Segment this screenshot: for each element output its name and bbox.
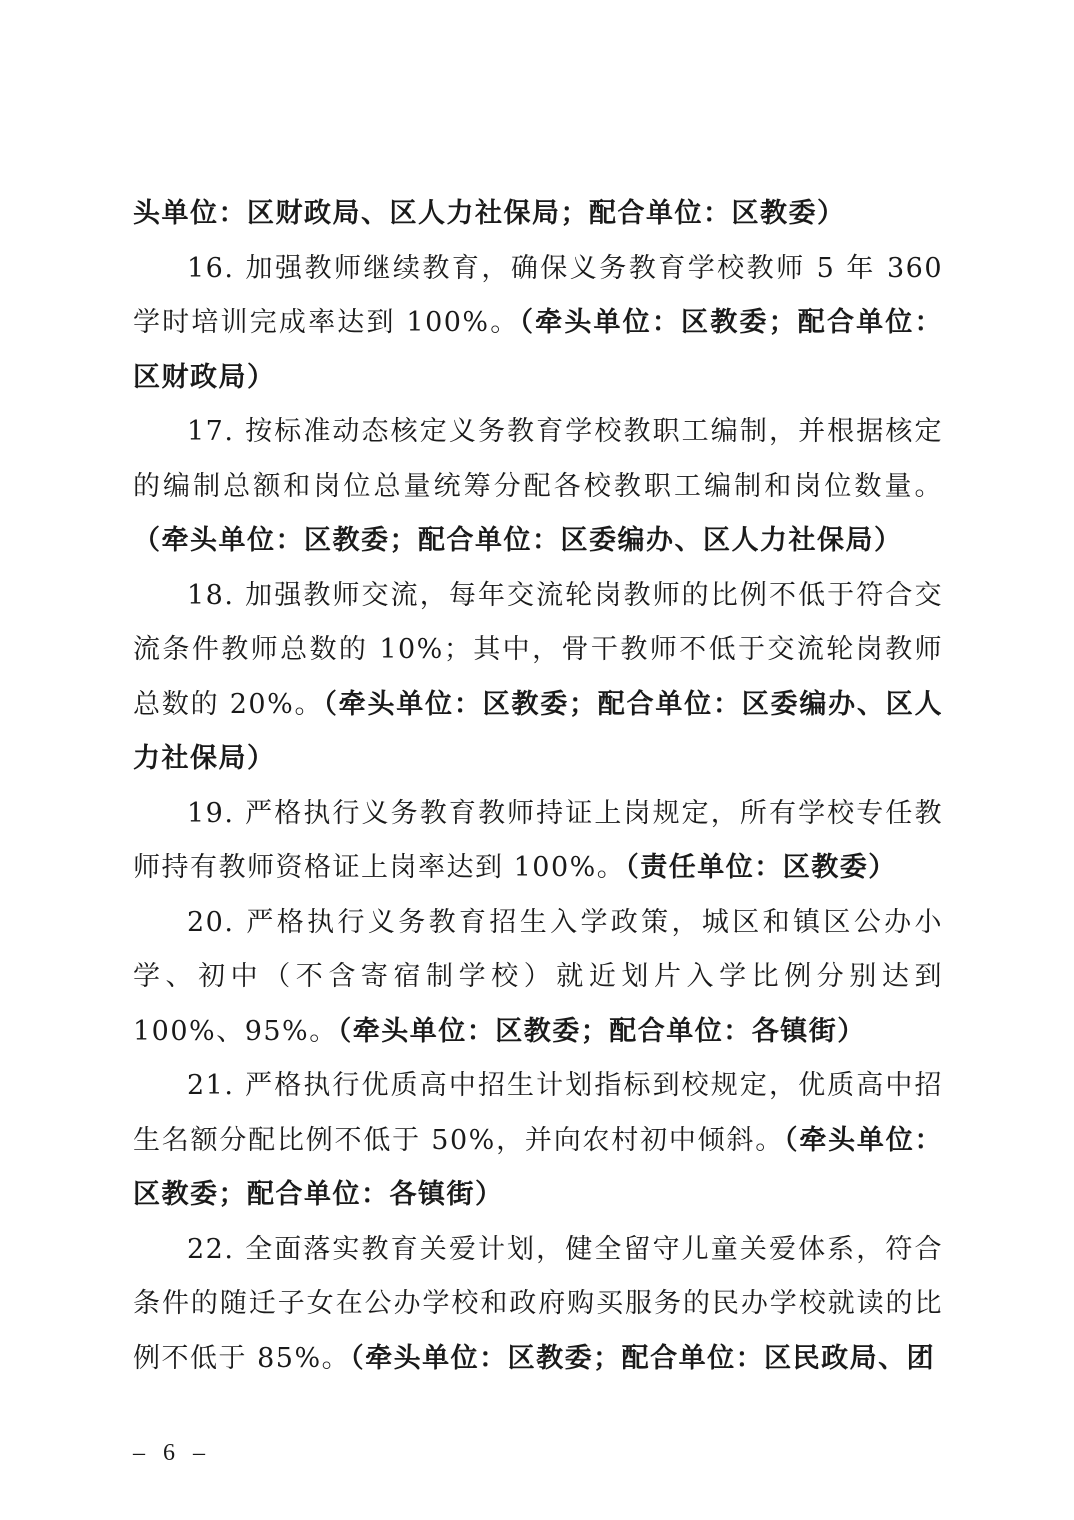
- responsible-units: （牵头单位：区教委；配合单位：区财政局）: [133, 307, 943, 393]
- paragraph-text: 22. 全面落实教育关爱计划，健全留守儿童关爱体系，符合条件的随迁子女在公办学校和政府购买服务的民办学校就读的比例不低于 85%。: [133, 1233, 943, 1374]
- paragraph-text: 18. 加强教师交流，每年交流轮岗教师的比例不低于符合交流条件教师总数的 10%；其中，骨干教师不低于交流轮岗教师总数的 20%。: [133, 579, 943, 720]
- responsible-units: （牵头单位：区教委；配合单位：区民政局、团: [350, 1342, 936, 1374]
- paragraph-text: 16. 加强教师继续教育，确保义务教育学校教师 5 年 360 学时培训完成率达到 100%。: [133, 252, 943, 338]
- paragraph-text: 19. 严格执行义务教育教师持证上岗规定，所有学校专任教师持有教师资格证上岗率达到 100%。: [133, 797, 943, 883]
- paragraph-17: [133, 405, 943, 569]
- paragraph-21: [133, 1059, 943, 1223]
- responsible-units: （牵头单位：区教委；配合单位：各镇街）: [337, 1015, 866, 1047]
- responsible-units: （牵头单位：区教委；配合单位：区委编办、区人力社保局）: [133, 525, 903, 556]
- continuation-paragraph: [133, 187, 943, 242]
- paragraph-19: [133, 787, 943, 896]
- paragraph-20: [133, 896, 943, 1060]
- paragraph-text: 21. 严格执行优质高中招生计划指标到校规定，优质高中招生名额分配比例不低于 50%，并向农村初中倾斜。: [133, 1070, 943, 1156]
- body-text: [133, 187, 943, 1386]
- responsible-units: （牵头单位：区教委；配合单位：区委编办、区人力社保局）: [133, 688, 943, 774]
- paragraph-text: 17. 按标准动态核定义务教育学校教职工编制，并根据核定的编制总额和岗位总量统筹分配各校教职工编制和岗位数量。: [133, 416, 943, 502]
- paragraph-18: [133, 569, 943, 787]
- paragraph-16: [133, 242, 943, 406]
- paragraph-text: 20. 严格执行义务教育招生入学政策，城区和镇区公办小学、初中（不含寄宿制学校）就近划片入学比例分别达到 100%、95%。: [133, 906, 943, 1047]
- paragraph-22: [133, 1223, 943, 1387]
- responsible-units: （牵头单位：区教委；配合单位：各镇街）: [133, 1124, 944, 1210]
- responsible-units: （责任单位：区教委）: [625, 852, 897, 883]
- responsible-units: 头单位：区财政局、区人力社保局；配合单位：区教委）: [133, 198, 846, 229]
- page-number: – 6 –: [133, 1440, 211, 1466]
